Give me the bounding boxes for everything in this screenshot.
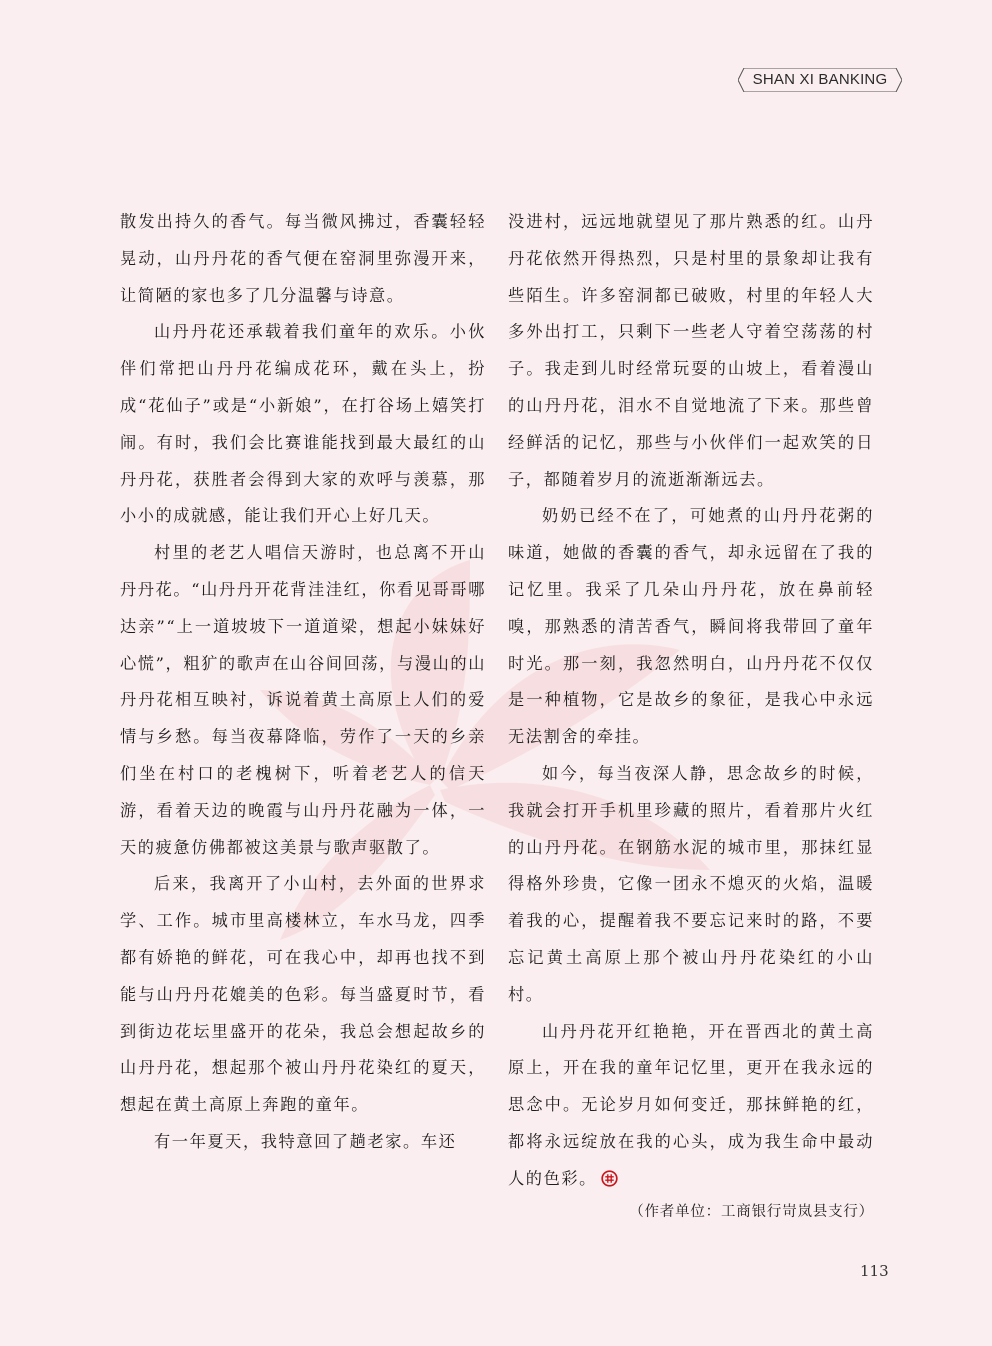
article-left-column [120, 204, 486, 1161]
article-paragraph: 有一年夏天，我特意回了趟老家。车还 [154, 1131, 457, 1151]
header-badge [738, 68, 902, 92]
page-number: 113 [860, 1262, 889, 1280]
article-paragraph: 村里的老艺人唱信天游时，也总离不开山丹丹花。“山丹丹开花背洼洼红，你看见哥哥哪达亲”“上一道坡坡下一道道梁，想起小妹妹好心慌”，粗犷的歌声在山谷间回荡，与漫山的山丹丹花相互映衬，诉说着黄土高原上人们的爱情与乡愁。每当夜幕降临，劳作了一天的乡亲们坐在村口的老槐树下，听着老艺人的信天游，看着天边的晚霞与山丹丹花融为一体，一天的疲惫仿佛都被这美景与歌声驱散了。 [120, 543, 486, 857]
article-paragraph: 后来，我离开了小山村，去外面的世界求学、工作。城市里高楼林立，车水马龙，四季都有娇艳的鲜花，可在我心中，却再也找不到能与山丹丹花媲美的色彩。每当盛夏时节，看到街边花坛里盛开的花朵，我总会想起故乡的山丹丹花，想起那个被山丹丹花染红的夏天，想起在黄土高原上奔跑的童年。 [120, 874, 486, 1115]
article-paragraph: 如今，每当夜深人静，思念故乡的时候，我就会打开手机里珍藏的照片，看着那片火红的山丹丹花。在钢筋水泥的城市里，那抹红显得格外珍贵，它像一团永不熄灭的火焰，温暖着我的心，提醒着我不要忘记来时的路，不要忘记黄土高原上那个被山丹丹花染红的小山村。 [508, 763, 874, 1004]
article-right-column [508, 204, 874, 1198]
final-paragraph-text: 山丹丹花开红艳艳，开在晋西北的黄土高原上，开在我的童年记忆里，更开在我永远的思念中。无论岁月如何变迁，那抹鲜艳的红，都将永远绽放在我的心头，成为我生命中最动人的色彩。 [508, 1021, 874, 1188]
article-paragraph-final [508, 1014, 874, 1198]
article-paragraph: 散发出持久的香气。每当微风拂过，香囊轻轻晃动，山丹丹花的香气便在窑洞里弥漫开来，让简陋的家也多了几分温馨与诗意。 [120, 212, 486, 305]
journal-title: SHAN XI BANKING [752, 71, 888, 88]
seal-end-mark-icon [601, 1170, 618, 1187]
article-paragraph: 山丹丹花还承载着我们童年的欢乐。小伙伴们常把山丹丹花编成花环，戴在头上，扮成“花仙子”或是“小新娘”，在打谷场上嬉笑打闹。有时，我们会比赛谁能找到最大最红的山丹丹花，获胜者会得到大家的欢呼与羡慕，那小小的成就感，能让我们开心上好几天。 [120, 322, 486, 526]
author-affiliation: （作者单位：工商银行岢岚县支行） [629, 1204, 874, 1220]
article-paragraph: 奶奶已经不在了，可她煮的山丹丹花粥的味道，她做的香囊的香气，却永远留在了我的记忆里。我采了几朵山丹丹花，放在鼻前轻嗅，那熟悉的清苦香气，瞬间将我带回了童年时光。那一刻，我忽然明白，山丹丹花不仅仅是一种植物，它是故乡的象征，是我心中永远无法割舍的牵挂。 [508, 506, 874, 747]
article-paragraph: 没进村，远远地就望见了那片熟悉的红。山丹丹花依然开得热烈，只是村里的景象却让我有些陌生。许多窑洞都已破败，村里的年轻人大多外出打工，只剩下一些老人守着空荡荡的村子。我走到儿时经常玩耍的山坡上，看着漫山的山丹丹花，泪水不自觉地流了下来。那些曾经鲜活的记忆，那些与小伙伴们一起欢笑的日子，都随着岁月的流逝渐渐远去。 [508, 212, 874, 489]
